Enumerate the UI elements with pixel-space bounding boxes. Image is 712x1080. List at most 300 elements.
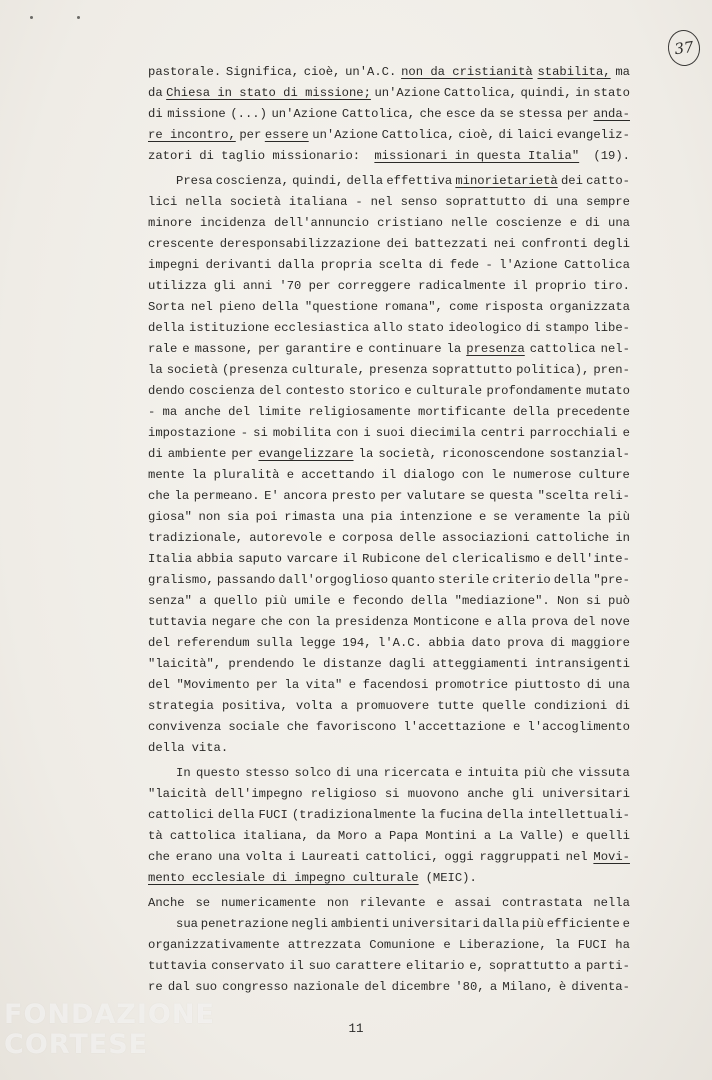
- word: saputo: [238, 552, 282, 566]
- word: della: [486, 808, 524, 822]
- word: di: [533, 195, 549, 209]
- word: una: [556, 195, 579, 209]
- word: le: [301, 657, 316, 671]
- word: Significa,: [225, 65, 300, 79]
- text-line: [148, 83, 630, 104]
- word: ancora: [283, 489, 328, 503]
- word: cattolici: [148, 808, 214, 822]
- word: Presa: [176, 174, 213, 188]
- word: tuttavia: [148, 615, 207, 629]
- word: piuttosto: [514, 678, 581, 692]
- word: dei: [560, 174, 583, 188]
- text-line: [148, 125, 630, 146]
- word: società: [229, 195, 281, 209]
- word: dalla: [482, 917, 520, 931]
- word: atteggiamenti: [432, 657, 528, 671]
- word: tuttavia: [148, 959, 207, 973]
- word: prova: [507, 636, 544, 650]
- word: dal: [167, 980, 190, 994]
- word: elitario: [405, 959, 465, 973]
- word: la: [191, 468, 207, 482]
- word: FUCI: [577, 938, 608, 952]
- word: evangeliz-: [556, 128, 630, 142]
- word: Monticone: [413, 615, 480, 629]
- underlined-phrase: essere: [264, 128, 309, 142]
- word: con: [336, 426, 359, 440]
- word: soprattutto: [488, 959, 570, 973]
- word: effettiva: [386, 174, 453, 188]
- word: negli: [291, 917, 328, 931]
- word: e: [328, 531, 336, 545]
- word: FUCI: [258, 808, 288, 822]
- word: la: [148, 363, 163, 377]
- word: cioè,: [303, 65, 341, 79]
- word: incidenza: [200, 216, 266, 230]
- word: ha: [615, 938, 630, 952]
- word: mente: [148, 468, 185, 482]
- text-line: [148, 255, 630, 276]
- word: continuare: [368, 342, 442, 356]
- word: autorevole: [249, 531, 323, 545]
- word: anche: [467, 787, 504, 801]
- word: suoi: [375, 426, 405, 440]
- underlined-phrase: re incontro,: [148, 128, 236, 142]
- word: del: [148, 678, 170, 692]
- underlined-phrase: stabilita,: [537, 65, 611, 79]
- word: "questione: [304, 300, 379, 314]
- text-line: [148, 784, 630, 805]
- word: per: [566, 107, 589, 121]
- word: radicalmente: [418, 279, 506, 293]
- word: degli: [593, 237, 630, 251]
- word: cattolici,: [365, 850, 439, 864]
- text-line: [148, 654, 630, 675]
- word: la: [174, 489, 190, 503]
- underlined-phrase: Movi-: [593, 850, 630, 864]
- word: Milano,: [502, 980, 554, 994]
- word: quello: [213, 594, 258, 608]
- word: nei: [493, 237, 516, 251]
- word: Laureati: [301, 850, 360, 864]
- word: di: [586, 678, 602, 692]
- word: della: [553, 573, 591, 587]
- word: condizioni: [534, 699, 608, 713]
- word: della: [262, 300, 299, 314]
- word: ecclesiastica: [273, 321, 370, 335]
- word: rale: [148, 342, 178, 356]
- word: nella: [593, 896, 630, 910]
- word: nel-: [600, 342, 630, 356]
- text-line: [148, 465, 630, 486]
- word: la: [284, 678, 300, 692]
- word: che: [551, 766, 574, 780]
- word: intenzione: [399, 510, 473, 524]
- word: Non: [556, 594, 579, 608]
- word: un'Azione: [271, 107, 338, 121]
- word: promotrice: [434, 678, 509, 692]
- word: sempre: [586, 195, 630, 209]
- word: da: [148, 86, 163, 100]
- word: dialogo: [403, 468, 455, 482]
- scan-speck: [77, 16, 80, 19]
- word: esce: [446, 107, 476, 121]
- word: i: [363, 426, 371, 440]
- word: rimasta: [284, 510, 336, 524]
- word: con: [288, 615, 311, 629]
- word: si: [586, 594, 601, 608]
- text-line: [148, 696, 630, 717]
- word: e: [622, 917, 630, 931]
- scan-speck: [30, 16, 33, 19]
- word: giosa": [148, 510, 192, 524]
- word: Cattolica,: [443, 86, 517, 100]
- word: lici: [148, 195, 178, 209]
- word: intellettuali-: [527, 808, 630, 822]
- word: le: [491, 468, 506, 482]
- word: più: [607, 510, 630, 524]
- word: che: [286, 720, 309, 734]
- text-line: [148, 977, 630, 998]
- word: l'A.C.: [378, 636, 422, 650]
- word: mutato: [586, 384, 630, 398]
- word: strategia: [148, 699, 214, 713]
- word: è: [558, 980, 567, 994]
- word: gli: [512, 787, 534, 801]
- word: coscienza: [189, 384, 255, 398]
- word: -: [240, 426, 249, 440]
- text-line: [148, 318, 630, 339]
- word: rilevante: [359, 896, 426, 910]
- text-line: [148, 104, 630, 125]
- word: questo: [195, 766, 240, 780]
- word: suo: [308, 959, 331, 973]
- word: del: [259, 384, 282, 398]
- word: clericalismo: [452, 552, 540, 566]
- word: passando: [216, 573, 276, 587]
- word: del: [425, 552, 448, 566]
- word: nove: [600, 615, 630, 629]
- word: Liberazione,: [458, 938, 547, 952]
- word: religioso: [310, 787, 377, 801]
- word: romana",: [384, 300, 443, 314]
- word: religiosamente: [308, 405, 411, 419]
- word: umile: [294, 594, 331, 608]
- word: deresponsabilizzazione: [219, 237, 381, 251]
- word: 194,: [342, 636, 372, 650]
- text-line: [148, 528, 630, 549]
- word: italiana,: [242, 829, 309, 843]
- word: istituzione: [189, 321, 270, 335]
- word: Papa: [388, 829, 419, 843]
- word: può: [608, 594, 630, 608]
- word: presidenza: [335, 615, 409, 629]
- word: (MEIC).: [425, 871, 477, 885]
- word: mobilita: [272, 426, 332, 440]
- word: la: [420, 808, 435, 822]
- word: garantire: [285, 342, 352, 356]
- underlined-phrase: Chiesa in stato di missione;: [166, 86, 371, 100]
- word: solco: [294, 766, 332, 780]
- underlined-phrase: evangelizzare: [258, 447, 354, 461]
- text-line: [148, 360, 630, 381]
- word: ricercata: [383, 766, 450, 780]
- word: e: [622, 426, 630, 440]
- underlined-phrase: minorietarietà: [455, 174, 558, 188]
- word: Cattolica,: [381, 128, 455, 142]
- word: se: [195, 896, 211, 910]
- text-line: [148, 893, 630, 914]
- text-line: [148, 192, 630, 213]
- word: coscienza,: [215, 174, 289, 188]
- word: carattere: [335, 959, 402, 973]
- word: tà: [148, 829, 163, 843]
- word: corposa: [342, 531, 394, 545]
- word: suo: [195, 980, 218, 994]
- word: della: [410, 594, 448, 608]
- word: utilizza: [148, 279, 207, 293]
- word: a: [199, 594, 207, 608]
- word: associazioni: [442, 531, 530, 545]
- word: culture: [578, 468, 630, 482]
- word: con: [461, 468, 484, 482]
- word: contesto: [285, 384, 345, 398]
- word: sterile: [438, 573, 490, 587]
- word: la: [315, 615, 330, 629]
- text-line: [148, 763, 630, 784]
- word: se: [492, 510, 508, 524]
- word: attrezzata: [287, 938, 362, 952]
- foundation-watermark-logo: [4, 1000, 324, 1070]
- word: pren-: [593, 363, 630, 377]
- word: veramente: [514, 510, 581, 524]
- text-line: [148, 956, 630, 977]
- word: della: [148, 321, 185, 335]
- word: che: [419, 107, 442, 121]
- word: nel: [565, 850, 588, 864]
- word: il: [289, 959, 304, 973]
- word: coscienze: [495, 216, 562, 230]
- word: parti-: [586, 959, 630, 973]
- word: -: [148, 405, 156, 419]
- text-line: [148, 297, 630, 318]
- word: e: [286, 468, 295, 482]
- word: "Movimento: [176, 678, 250, 692]
- word: e: [454, 766, 463, 780]
- word: maggiore: [571, 636, 630, 650]
- word: nella: [185, 195, 222, 209]
- word: sulla: [256, 636, 293, 650]
- word: nel: [370, 195, 393, 209]
- word: senso: [400, 195, 438, 209]
- text-line: [148, 738, 630, 759]
- text-line: [148, 675, 630, 696]
- word: risposta: [484, 300, 544, 314]
- word: a: [489, 980, 498, 994]
- word: intuita: [467, 766, 519, 780]
- text-line: [148, 234, 630, 255]
- word: si: [384, 787, 400, 801]
- word: ma: [615, 65, 630, 79]
- word: se: [469, 489, 485, 503]
- word: "laicità",: [148, 657, 222, 671]
- word: della: [217, 808, 255, 822]
- word: limite: [257, 405, 302, 419]
- word: propria: [320, 258, 373, 272]
- word: che: [148, 850, 170, 864]
- word: Comunione: [369, 938, 436, 952]
- word: raggruppati: [479, 850, 560, 864]
- text-line: [148, 633, 630, 654]
- word: cattolica: [169, 829, 236, 843]
- word: e: [571, 829, 579, 843]
- text-line: [148, 591, 630, 612]
- word: re: [148, 980, 163, 994]
- word: che: [148, 489, 170, 503]
- word: a: [340, 699, 348, 713]
- word: del: [148, 636, 170, 650]
- word: volta: [295, 699, 333, 713]
- word: muovono: [407, 787, 459, 801]
- word: e: [479, 510, 487, 524]
- word: Sorta: [148, 300, 185, 314]
- word: e: [356, 342, 364, 356]
- word: "pre-: [593, 573, 630, 587]
- word: da: [479, 107, 495, 121]
- word: e: [348, 678, 357, 692]
- text-line: [148, 935, 630, 956]
- text-line: [148, 444, 630, 465]
- word: minore: [148, 216, 192, 230]
- word: pieno: [219, 300, 256, 314]
- word: fecondo: [352, 594, 404, 608]
- word: parrocchiali: [529, 426, 618, 440]
- word: prova: [531, 615, 569, 629]
- word: proprio: [534, 279, 587, 293]
- word: pastorale.: [148, 65, 222, 79]
- underlined-phrase: mento ecclesiale di impegno culturale: [148, 871, 419, 885]
- word: positiva,: [221, 699, 288, 713]
- word: politica),: [516, 363, 590, 377]
- word: in: [615, 531, 630, 545]
- word: stesso: [245, 766, 290, 780]
- word: derivanti: [205, 258, 272, 272]
- word: gralismo,: [148, 573, 214, 587]
- text-line: [148, 826, 630, 847]
- word: la: [358, 447, 374, 461]
- word: impostazione: [148, 426, 236, 440]
- word: presenza: [369, 363, 428, 377]
- word: crescente: [148, 237, 214, 251]
- word: missione: [167, 107, 226, 121]
- word: fucina: [438, 808, 483, 822]
- word: quelli: [586, 829, 630, 843]
- page-number: 11: [348, 1022, 364, 1036]
- word: abbia: [196, 552, 234, 566]
- word: delle: [399, 531, 436, 545]
- word: massone,: [194, 342, 254, 356]
- word: numericamente: [220, 896, 317, 910]
- word: l'accoglimento: [527, 720, 630, 734]
- word: dendo: [148, 384, 185, 398]
- word: Montini: [425, 829, 477, 843]
- word: più: [264, 594, 287, 608]
- word: vita.: [191, 741, 229, 755]
- text-line: [148, 339, 630, 360]
- word: tiro.: [593, 279, 630, 293]
- word: l'Azione: [499, 258, 558, 272]
- word: universitari: [392, 917, 480, 931]
- word: centri: [480, 426, 525, 440]
- word: Cattolica: [564, 258, 630, 272]
- word: in: [575, 86, 590, 100]
- word: dato: [471, 636, 501, 650]
- word: numerose: [512, 468, 572, 482]
- word: quanto: [391, 573, 435, 587]
- watermark-text: FONDAZIONE CORTESE: [4, 999, 215, 1060]
- word: confronti: [521, 237, 588, 251]
- word: gli: [213, 279, 236, 293]
- text-line: [148, 213, 630, 234]
- word: tradizionale,: [148, 531, 244, 545]
- word: e: [337, 594, 346, 608]
- word: favoriscono: [315, 720, 397, 734]
- word: e: [544, 552, 553, 566]
- word: la: [554, 938, 570, 952]
- word: poi: [255, 510, 278, 524]
- word: scelta: [378, 258, 423, 272]
- word: Rubicone: [362, 552, 421, 566]
- word: più: [524, 766, 546, 780]
- word: quelle: [482, 699, 526, 713]
- word: volta: [245, 850, 283, 864]
- word: organizzativamente: [148, 938, 280, 952]
- word: assai: [454, 896, 492, 910]
- word: In: [176, 766, 191, 780]
- word: società: [166, 363, 218, 377]
- underlined-phrase: anda-: [593, 107, 630, 121]
- text-line: [148, 847, 630, 868]
- word: (...): [230, 107, 267, 121]
- word: e,: [469, 959, 484, 973]
- word: allo: [373, 321, 403, 335]
- text-line: [148, 914, 630, 935]
- word: mortificante: [418, 405, 506, 419]
- word: per: [308, 279, 331, 293]
- word: società,: [378, 447, 437, 461]
- word: dagli: [388, 657, 426, 671]
- word: del: [573, 615, 596, 629]
- word: culturale: [416, 384, 483, 398]
- word: legge: [299, 636, 336, 650]
- underlined-phrase: non da cristianità: [401, 65, 533, 79]
- word: l'accettazione: [403, 720, 506, 734]
- underlined-phrase: missionari in questa Italia": [374, 149, 580, 163]
- word: sia: [227, 510, 250, 524]
- word: Valle): [520, 829, 565, 843]
- word: -: [485, 258, 493, 272]
- word: promuovere: [356, 699, 430, 713]
- word: reli-: [593, 489, 630, 503]
- word: ma: [162, 405, 178, 419]
- word: quindi,: [292, 174, 344, 188]
- word: zatori di taglio missionario:: [148, 149, 361, 163]
- word: dicembre: [391, 980, 451, 994]
- word: cioè,: [458, 128, 495, 142]
- word: anche: [184, 405, 221, 419]
- text-line: [148, 146, 630, 167]
- word: "scelta: [537, 489, 589, 503]
- word: convivenza: [148, 720, 222, 734]
